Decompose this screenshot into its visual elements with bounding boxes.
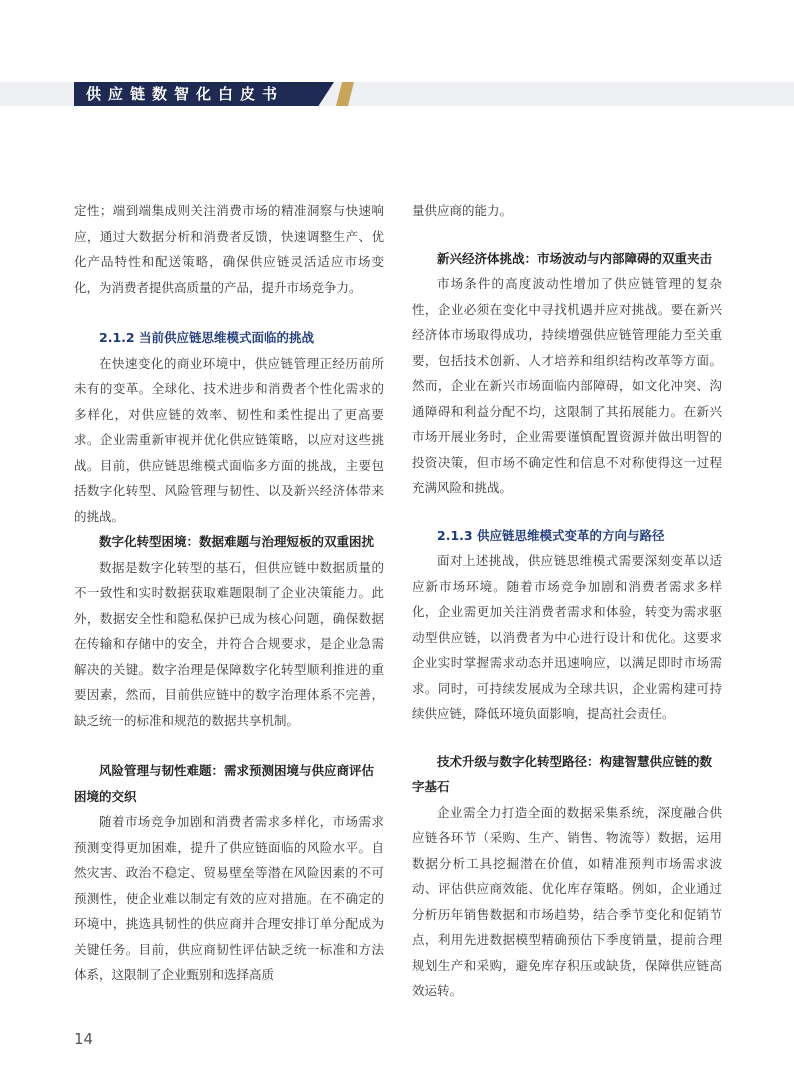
left-column	[74, 198, 384, 988]
header-title: 供应链数智化白皮书	[86, 85, 285, 103]
page-number: 14	[74, 1030, 94, 1048]
paragraph: 定性；端到端集成则关注消费市场的精准洞察与快速响应，通过大数据分析和消费者反馈，快速调整生产、优化产品特性和配送策略，确保供应链灵活适应市场变化，为消费者提供高质量的产品，提升市场竞争力。	[74, 203, 384, 295]
subheading-digital-transformation: 数字化转型困境：数据难题与治理短板的双重困扰	[99, 534, 375, 549]
subheading-tech-upgrade: 技术升级与数字化转型路径：构建智慧供应链的数字基石	[412, 753, 713, 794]
header-bar	[0, 82, 794, 106]
subheading-risk-management: 风险管理与韧性难题：需求预测困境与供应商评估困境的交织	[74, 763, 375, 804]
paragraph: 在快速变化的商业环境中，供应链管理正经历前所未有的变革。全球化、技术进步和消费者个性化需求的多样化，对供应链的效率、韧性和柔性提出了更高要求。企业需重新审视并优化供应链策略，以应对这些挑战。目前，供应链思维模式面临多方面的挑战，主要包括数字化转型、风险管理与韧性、以及新兴经济体带来的挑战。	[74, 355, 384, 524]
paragraph: 量供应商的能力。	[412, 203, 513, 218]
paragraph: 企业需全力打造全面的数据采集系统，深度融合供应链各环节（采购、生产、销售、物流等）数据，运用数据分析工具挖掘潜在价值，如精准预判市场需求波动、评估供应商效能、优化库存策略。例如，企业通过分析历年销售数据和市场趋势，结合季节变化和促销节点，利用先进数据模型精确预估下季度销量，提前合理规划生产和采购，避免库存积压或缺货，保障供应链高效运转。	[412, 804, 722, 998]
section-heading-2-1-2: 2.1.2 当前供应链思维模式面临的挑战	[99, 330, 314, 345]
paragraph: 数据是数字化转型的基石，但供应链中数据质量的不一致性和实时数据获取难题限制了企业决策能力。此外，数据安全性和隐私保护已成为核心问题，确保数据在传输和存储中的安全，并符合合规要求，是企业急需解决的关键。数字治理是保障数字化转型顺利推进的重要因素，然而，目前供应链中的数字治理体系不完善，缺乏统一的标准和规范的数据共享机制。	[74, 559, 384, 728]
section-heading-2-1-3: 2.1.3 供应链思维模式变革的方向与路径	[437, 527, 665, 543]
right-column	[412, 198, 722, 1004]
paragraph: 市场条件的高度波动性增加了供应链管理的复杂性，企业必须在变化中寻找机遇并应对挑战。要在新兴经济体市场取得成功，持续增强供应链管理能力至关重要，包括技术创新、人才培养和组织结构改革等方面。然而，企业在新兴市场面临内部障碍，如文化冲突、沟通障碍和利益分配不均，这限制了其拓展能力。在新兴市场开展业务时，企业需要谨慎配置资源并做出明智的投资决策，但市场不确定性和信息不对称使得这一过程充满风险和挑战。	[412, 276, 722, 495]
paragraph: 面对上述挑战，供应链思维模式需要深刻变革以适应新市场环境。随着市场竞争加剧和消费者需求多样化，企业需更加关注消费者需求和体验，转变为需求驱动型供应链，以消费者为中心进行设计和优化。这要求企业实时掌握需求动态并迅速响应，以满足即时市场需求。同时，可持续发展成为全球共识，企业需构建可持续供应链，降低环境负面影响，提高社会责任。	[412, 553, 722, 721]
paragraph: 随着市场竞争加剧和消费者需求多样化，市场需求预测变得更加困难，提升了供应链面临的风险水平。自然灾害、政治不稳定、贸易壁垒等潜在风险因素的不可预测性，使企业难以制定有效的应对措施。在不确定的环境中，挑选具韧性的供应商并合理安排订单分配成为关键任务。目前，供应商韧性评估缺乏统一标准和方法体系，这限制了企业甄别和选择高质	[74, 814, 384, 982]
subheading-emerging-economies: 新兴经济体挑战：市场波动与内部障碍的双重夹击	[437, 250, 713, 266]
